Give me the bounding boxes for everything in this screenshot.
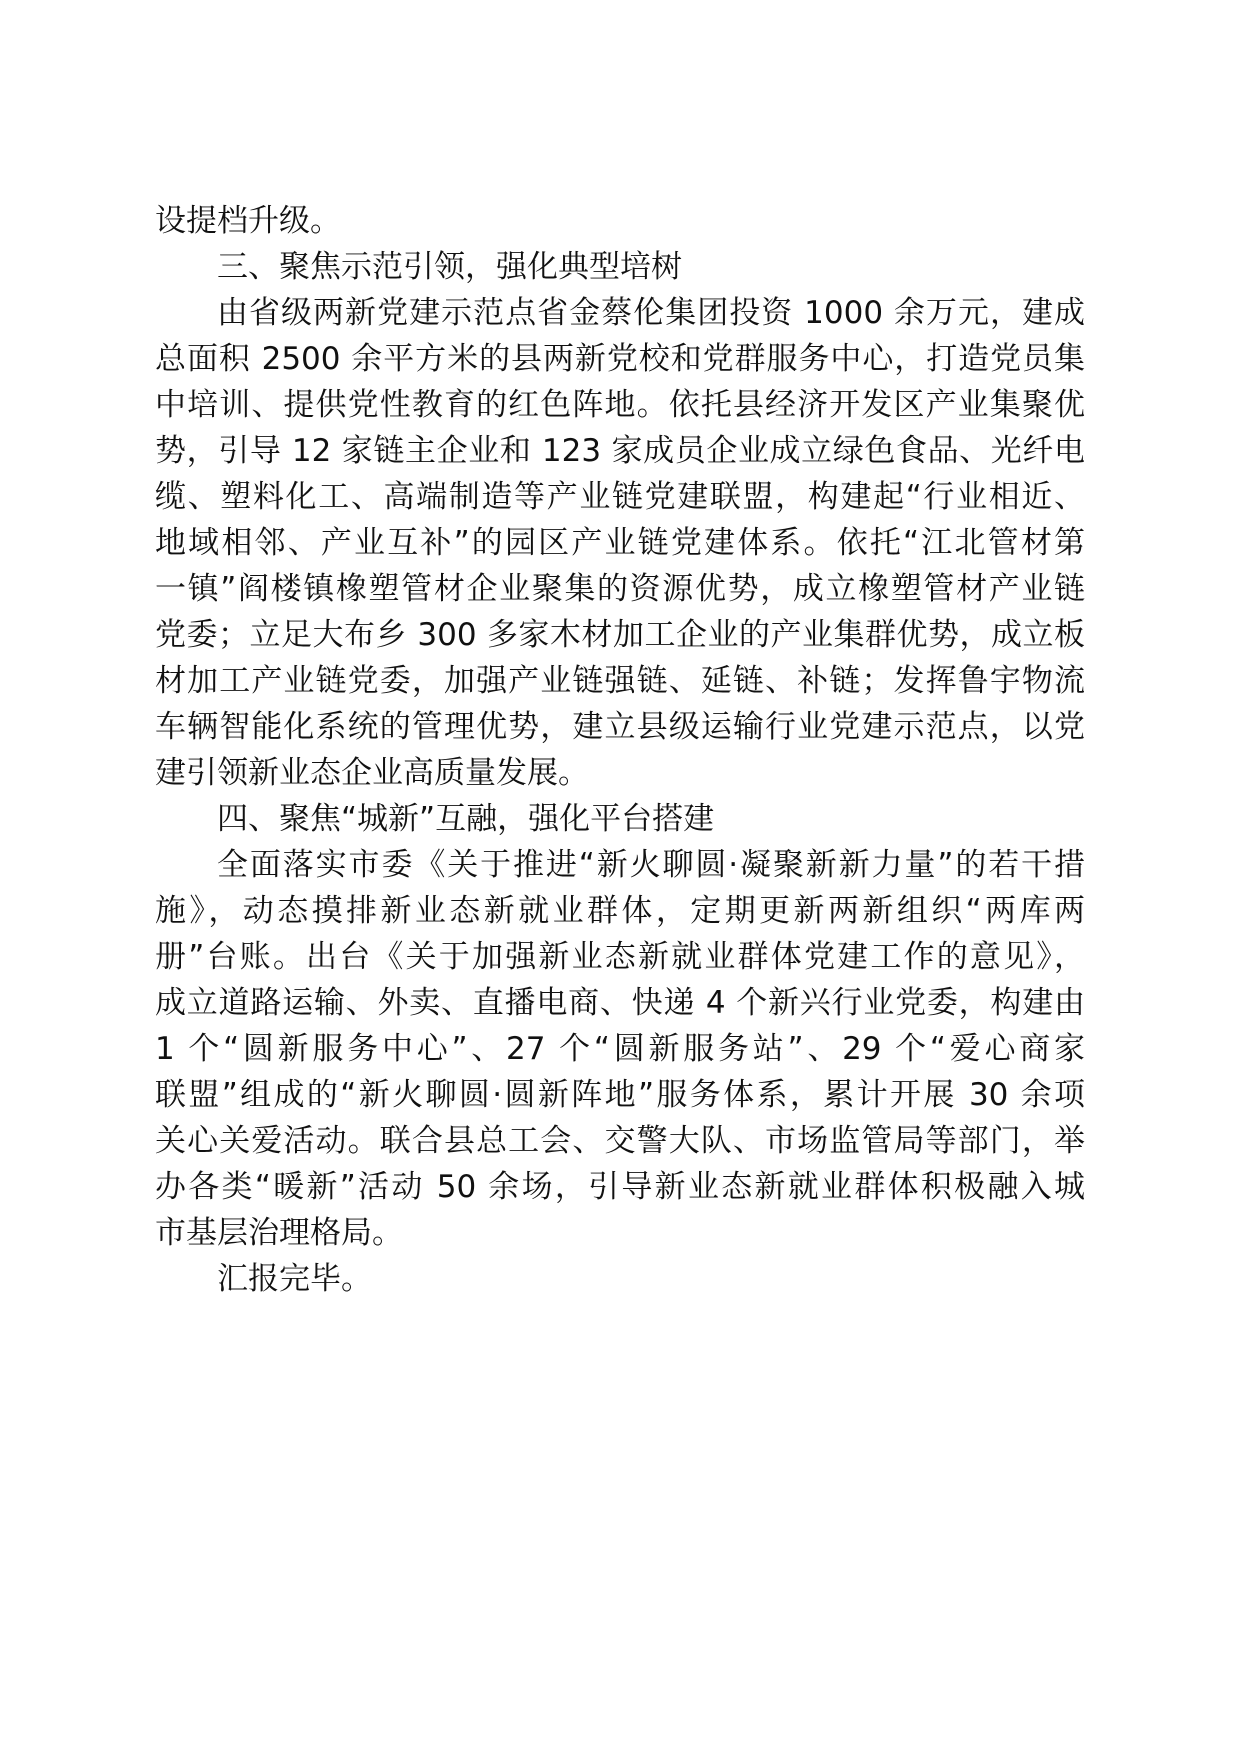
text-line: 中培训、提供党性教育的红色阵地。依托县经济开发区产业集聚优: [155, 387, 1085, 423]
text-line: 总面积 2500 余平方米的县两新党校和党群服务中心，打造党员集: [155, 341, 1085, 377]
text-line: 由省级两新党建示范点省金蔡伦集团投资 1000 余万元，建成: [217, 295, 1085, 331]
text-line: 材加工产业链党委，加强产业链强链、延链、补链；发挥鲁宇物流: [155, 663, 1085, 699]
text-line: 全面落实市委《关于推进“新火聊圆·凝聚新新力量”的若干措: [217, 847, 1085, 883]
text-line: 册”台账。出台《关于加强新业态新就业群体党建工作的意见》，: [155, 939, 1085, 975]
text-line: 汇报完毕。: [217, 1261, 372, 1297]
text-line: 建引领新业态企业高质量发展。: [155, 755, 589, 791]
text-line: 缆、塑料化工、高端制造等产业链党建联盟，构建起“行业相近、: [155, 479, 1085, 515]
heading-line: 三、聚焦示范引领，强化典型培树: [217, 249, 682, 285]
text-line: 联盟”组成的“新火聊圆·圆新阵地”服务体系，累计开展 30 余项: [155, 1077, 1085, 1113]
text-line: 地域相邻、产业互补”的园区产业链党建体系。依托“江北管材第: [155, 525, 1085, 561]
closing-paragraph: [155, 1256, 1085, 1302]
text-line: 施》，动态摸排新业态新就业群体，定期更新两新组织“两库两: [155, 893, 1085, 929]
text-line: 市基层治理格局。: [155, 1215, 403, 1251]
section-heading-4: [155, 796, 1085, 842]
paragraph-platform: [155, 842, 1085, 1256]
section-heading-3: [155, 244, 1085, 290]
text-line: 成立道路运输、外卖、直播电商、快递 4 个新兴行业党委，构建由: [155, 985, 1085, 1021]
heading-line: 四、聚焦“城新”互融，强化平台搭建: [217, 801, 715, 837]
text-line: 关心关爱活动。联合县总工会、交警大队、市场监管局等部门，举: [155, 1123, 1085, 1159]
text-line: 设提档升级。: [155, 203, 341, 239]
document-page: [155, 198, 1085, 1302]
text-line: 车辆智能化系统的管理优势，建立县级运输行业党建示范点，以党: [155, 709, 1085, 745]
continuation-paragraph: [155, 198, 1085, 244]
text-line: 一镇”阎楼镇橡塑管材企业聚集的资源优势，成立橡塑管材产业链: [155, 571, 1085, 607]
text-line: 办各类“暖新”活动 50 余场，引导新业态新就业群体积极融入城: [155, 1169, 1085, 1205]
text-line: 党委；立足大布乡 300 多家木材加工企业的产业集群优势，成立板: [155, 617, 1085, 653]
paragraph-demonstration: [155, 290, 1085, 796]
text-line: 势，引导 12 家链主企业和 123 家成员企业成立绿色食品、光纤电: [155, 433, 1085, 469]
text-line: 1 个“圆新服务中心”、27 个“圆新服务站”、29 个“爱心商家: [155, 1031, 1085, 1067]
